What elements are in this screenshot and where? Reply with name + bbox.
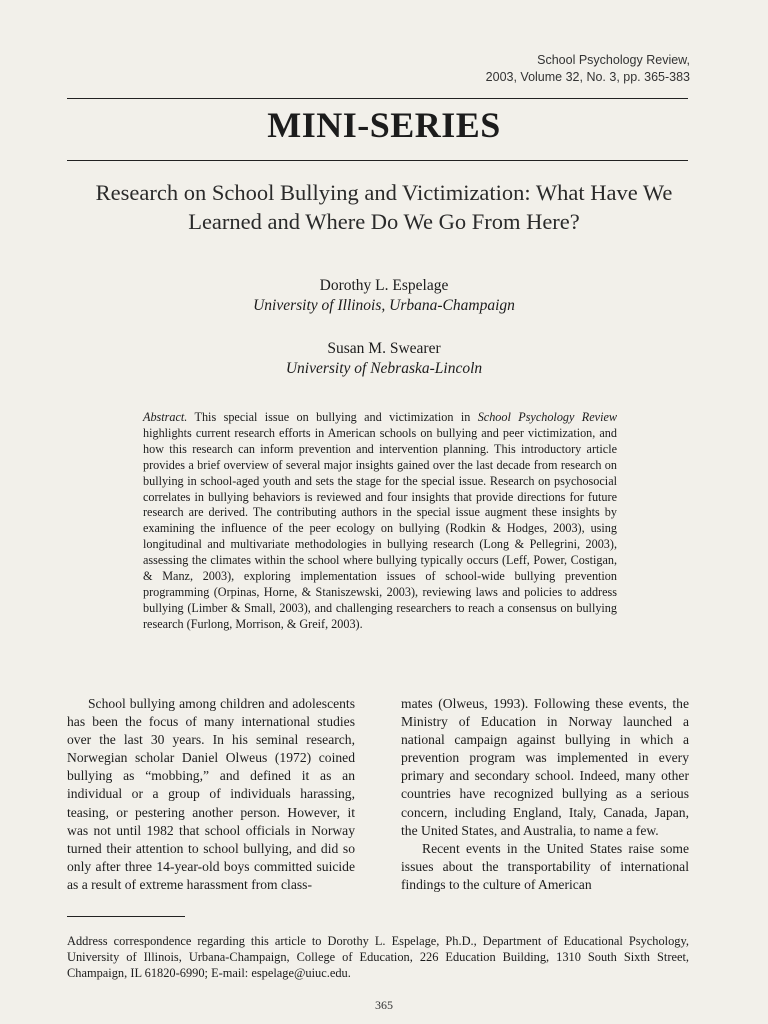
abstract (143, 410, 617, 633)
journal-name: School Psychology Review, (537, 53, 690, 67)
journal-volume-pages: 2003, Volume 32, No. 3, pp. 365-383 (485, 70, 690, 84)
author-block (0, 276, 768, 316)
author-name: Susan M. Swearer (327, 340, 441, 357)
body-paragraph: School bullying among children and adolescents has been the focus of many international studies over the last 30 years. In his seminal research, Norwegian scholar Daniel Olweus (1972) coined bullying as “mobbing,” and defined it as an individual or a group of individuals harassing, teasing, or pestering another person. However, it was not until 1982 that school officials in Norway turned their attention to school bullying, and did so only after three 14-year-old boys committed suicide as a result of extreme harassment from class- (67, 696, 355, 892)
journal-citation (486, 52, 690, 86)
footnote-rule (67, 916, 185, 917)
body-paragraph: Recent events in the United States raise some issues about the transportability of international findings to the culture of American (401, 840, 689, 892)
correspondence-footnote: Address correspondence regarding this article to Dorothy L. Espelage, Ph.D., Department of Educational Psychology, University of Illinois, Urbana-Champaign, College of Education, 226 Education Building, 1310 South Sixth Street, Champaign, IL 61820-6990; E-mail: espelage@uiuc.edu. (67, 934, 689, 980)
body-paragraph: mates (Olweus, 1993). Following these events, the Ministry of Education in Norway launched a national campaign against bullying in which a prevention program was implemented in every primary and secondary school. Indeed, many other countries have recognized bullying as a serious concern, including England, Italy, Canada, Japan, the United States, and Australia, to name a few. (401, 696, 689, 838)
abstract-text: highlights current research efforts in American schools on bullying and peer victimization, and how this research can inform prevention and intervention planning. This introductory article provides a brief overview of several major insights gained over the last decade from research on bullying in school-aged youth and sets the stage for the special issue. Research on psychosocial correlates in bullying behaviors is reviewed and four insights that provide directions for future research are derived. The contributing authors in the special issue augment these insights by examining the influence of the peer ecology on bullying (Rodkin & Hodges, 2003), using longitudinal and multivariate methodologies in bullying research (Long & Pellegrini, 2003), assessing the climates within the school where bullying typically occurs (Leff, Power, Costigan, & Manz, 2003), exploring implementation issues of school-wide bullying prevention programming (Orpinas, Horne, & Staniszewski, 2003), reviewing laws and policies to address bullying (Limber & Small, 2003), and challenging researchers to reach a consensus on bullying research (Furlong, Morrison, & Greif, 2003). (143, 425, 617, 631)
author-block (0, 339, 768, 379)
abstract-label: Abstract. (143, 410, 188, 424)
author-name: Dorothy L. Espelage (319, 277, 449, 294)
author-affiliation: University of Nebraska-Lincoln (285, 360, 483, 377)
abstract-text: This special issue on bullying and victimization in (187, 410, 478, 424)
author-affiliation: University of Illinois, Urbana-Champaign (253, 297, 515, 314)
top-rule (67, 98, 688, 99)
article-title: Research on School Bullying and Victimization: What Have We Learned and Where Do We Go From Here? (95, 180, 673, 234)
body-column-right (401, 695, 689, 894)
page-number: 365 (375, 998, 393, 1012)
body-column-left (67, 695, 355, 894)
heading-rule (67, 160, 688, 161)
series-heading: MINI-SERIES (267, 105, 501, 145)
abstract-journal-name: School Psychology Review (477, 410, 617, 424)
